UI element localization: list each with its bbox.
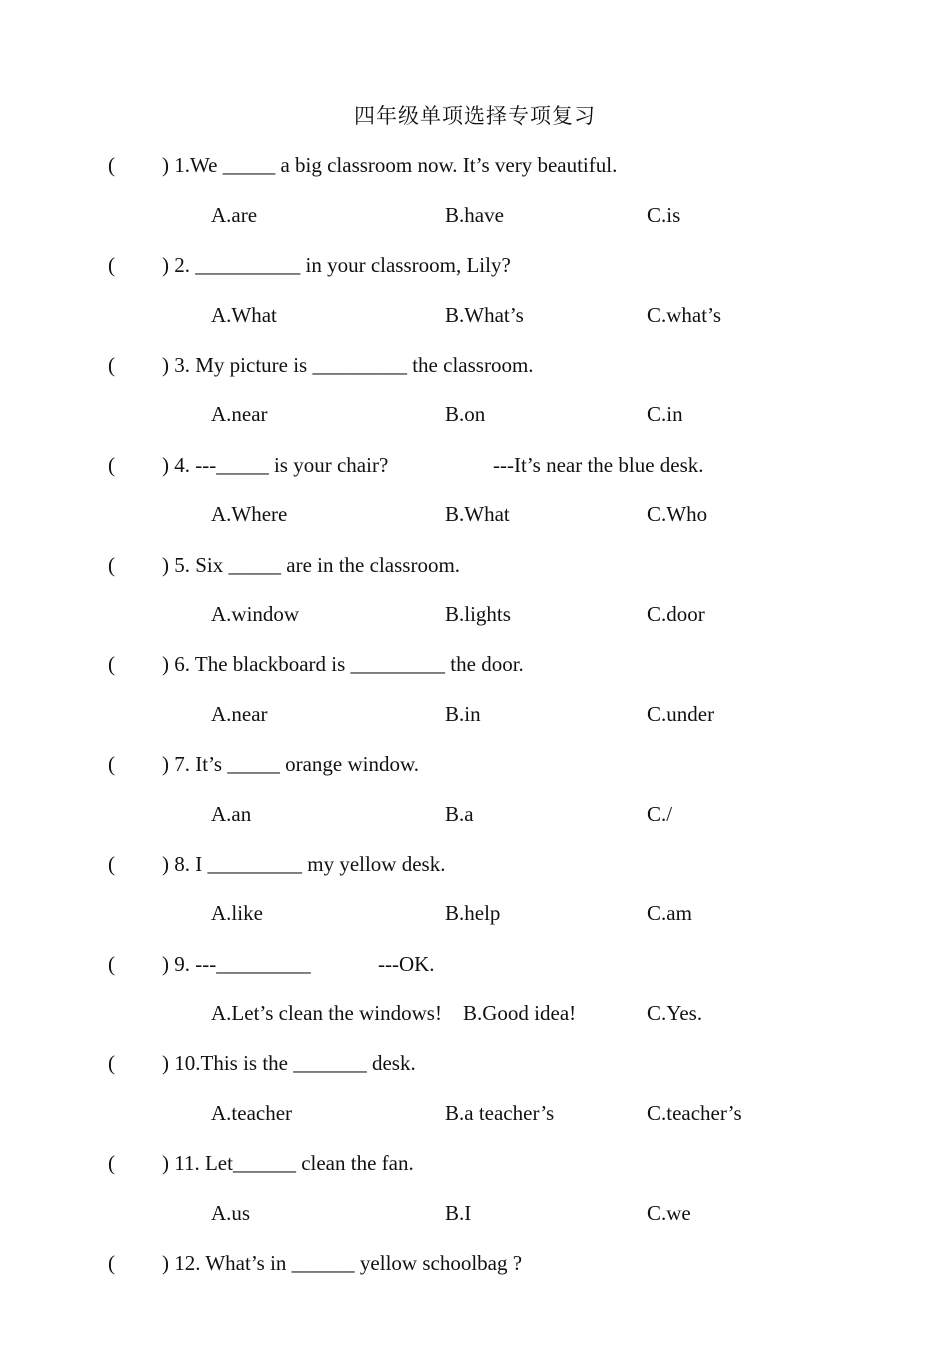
answer-paren: ( [108, 553, 115, 577]
question-text: ) 5. Six _____ are in the classroom. [162, 553, 461, 577]
option-c: C./ [647, 802, 673, 826]
options-row [0, 399, 950, 429]
option-c: C.door [647, 602, 705, 626]
option-c: C.am [647, 901, 692, 925]
question-text: ) 3. My picture is _________ the classroom. [162, 353, 534, 377]
options-row [0, 699, 950, 729]
question-row [0, 849, 950, 879]
answer-paren: ( [108, 453, 115, 477]
answer-paren: ( [108, 652, 115, 676]
question-text: ) 12. What’s in ______ yellow schoolbag ? [162, 1251, 523, 1275]
question-reply: ---It’s near the blue desk. [493, 453, 704, 477]
page-title: 四年级单项选择专项复习 [354, 104, 596, 128]
question-text: ) 6. The blackboard is _________ the door. [162, 652, 524, 676]
option-a: A.an [211, 802, 252, 826]
question-row [0, 1248, 950, 1278]
option-b: B.What’s [445, 303, 524, 327]
answer-paren: ( [108, 253, 115, 277]
option-b: B.help [445, 901, 501, 925]
question-row [0, 1048, 950, 1078]
option-c: C.in [647, 402, 683, 426]
question-text: ) 10.This is the _______ desk. [162, 1051, 416, 1075]
options-row [0, 200, 950, 230]
option-b: B.in [445, 702, 481, 726]
option-c: C.under [647, 702, 715, 726]
question-row [0, 350, 950, 380]
question-row [0, 550, 950, 580]
options-row [0, 1098, 950, 1128]
option-c: C.teacher’s [647, 1101, 742, 1125]
options-row [0, 799, 950, 829]
option-c: C.what’s [647, 303, 722, 327]
option-b: B.What [445, 502, 510, 526]
option-a: A.Where [211, 502, 288, 526]
question-row [0, 949, 950, 979]
option-a: A.us [211, 1201, 251, 1225]
question-row [0, 150, 950, 180]
option-b: B.lights [445, 602, 511, 626]
option-b: B.have [445, 203, 504, 227]
options-row [0, 898, 950, 928]
option-a: A.Let’s clean the windows! [211, 1001, 442, 1025]
question-text: ) 2. __________ in your classroom, Lily? [162, 253, 511, 277]
answer-paren: ( [108, 852, 115, 876]
option-a: A.window [211, 602, 300, 626]
option-b: B.a teacher’s [445, 1101, 555, 1125]
option-a: A.What [211, 303, 277, 327]
options-row [0, 998, 950, 1028]
option-c: C.is [647, 203, 681, 227]
answer-paren: ( [108, 1051, 115, 1075]
answer-paren: ( [108, 1251, 115, 1275]
question-text: ) 1.We _____ a big classroom now. It’s very beautiful. [162, 153, 618, 177]
option-c: C.Yes. [647, 1001, 703, 1025]
options-row [0, 1198, 950, 1228]
answer-paren: ( [108, 1151, 115, 1175]
question-row [0, 450, 950, 480]
question-row [0, 749, 950, 779]
option-c: C.we [647, 1201, 691, 1225]
question-text: ) 9. ---_________ [162, 952, 311, 976]
option-b: B.Good idea! [463, 1001, 577, 1025]
option-a: A.near [211, 402, 268, 426]
question-row [0, 1148, 950, 1178]
question-text: ) 8. I _________ my yellow desk. [162, 852, 446, 876]
option-a: A.are [211, 203, 258, 227]
question-row [0, 649, 950, 679]
option-a: A.teacher [211, 1101, 293, 1125]
option-a: A.like [211, 901, 263, 925]
option-c: C.Who [647, 502, 708, 526]
option-b: B.a [445, 802, 474, 826]
question-text: ) 4. ---_____ is your chair? [162, 453, 389, 477]
options-row [0, 499, 950, 529]
question-row [0, 250, 950, 280]
answer-paren: ( [108, 952, 115, 976]
answer-paren: ( [108, 353, 115, 377]
answer-paren: ( [108, 153, 115, 177]
options-row [0, 300, 950, 330]
options-row [0, 599, 950, 629]
option-a: A.near [211, 702, 268, 726]
question-reply: ---OK. [378, 952, 435, 976]
question-text: ) 7. It’s _____ orange window. [162, 752, 420, 776]
option-b: B.I [445, 1201, 472, 1225]
question-text: ) 11. Let______ clean the fan. [162, 1151, 414, 1175]
option-b: B.on [445, 402, 486, 426]
answer-paren: ( [108, 752, 115, 776]
